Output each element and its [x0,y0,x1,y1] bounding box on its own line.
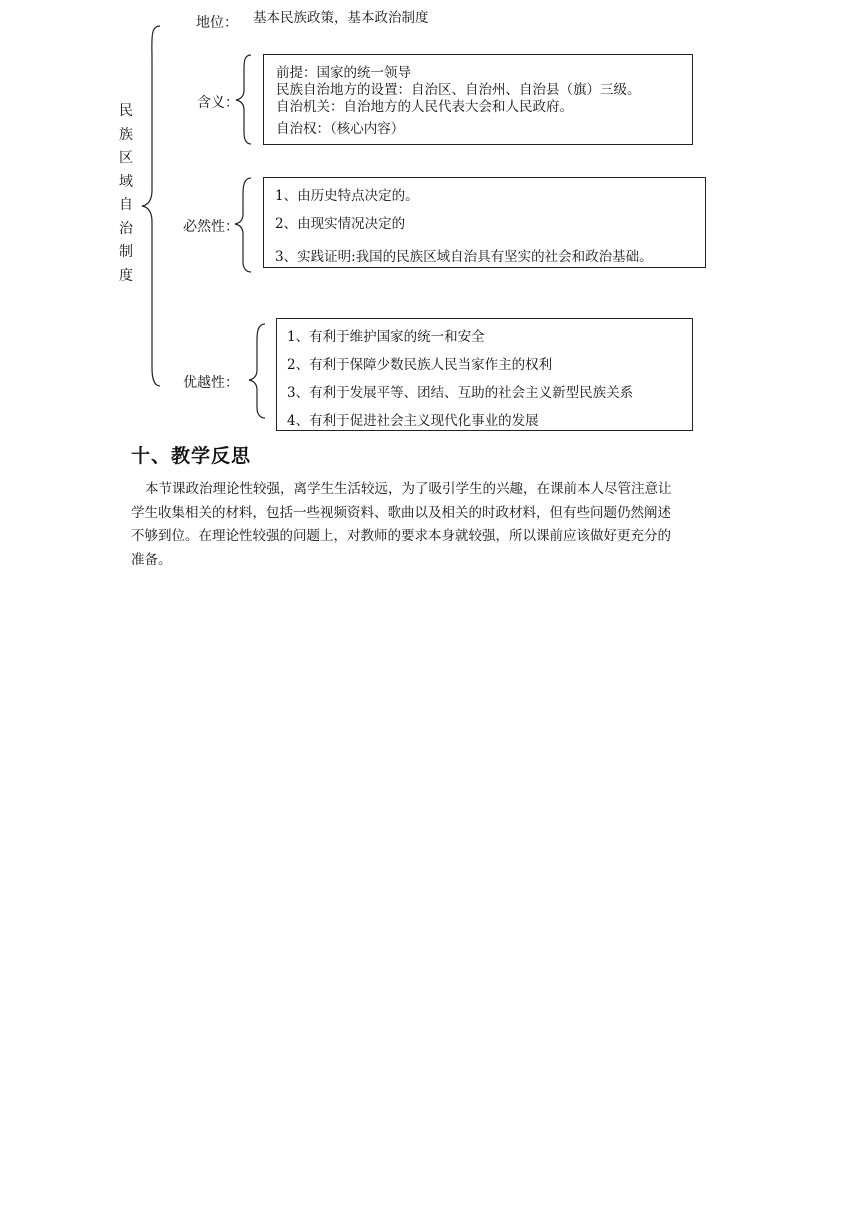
title-char: 族 [119,126,133,143]
diagram-vertical-title [117,100,135,288]
title-char: 域 [119,173,133,190]
status-text: 基本民族政策，基本政治制度 [253,10,429,26]
paragraph-line: 学生收集相关的材料，包括一些视频资料、歌曲以及相关的时政材料，但有些问题仍然阐述 [131,504,671,521]
main-brace [142,26,160,386]
superiority-box [276,318,693,431]
status-label: 地位： [196,15,238,31]
reflection-paragraph [131,478,729,572]
meaning-line: 前提：国家的统一领导 [276,65,411,81]
meaning-line: 自治权：（核心内容） [276,121,405,137]
meaning-line: 自治机关：自治地方的人民代表大会和人民政府。 [276,99,573,115]
title-char: 民 [119,103,133,119]
section-heading: 十、教学反思 [131,445,252,467]
title-char: 治 [119,220,133,237]
superiority-line: 2、有利于保障少数民族人民当家作主的权利 [287,357,553,373]
superiority-brace [249,324,265,418]
title-char: 度 [119,267,133,284]
paragraph-line: 准备。 [131,551,172,568]
necessity-line: 1、由历史特点决定的。 [275,188,419,204]
necessity-line: 2、由现实情况决定的 [275,216,406,232]
superiority-line: 3、有利于发展平等、团结、互助的社会主义新型民族关系 [287,385,634,401]
paragraph-line: 本节课政治理论性较强，离学生生活较远，为了吸引学生的兴趣，在课前本人尽管注意让 [145,481,672,497]
title-char: 区 [119,150,133,166]
title-char: 自 [119,197,133,213]
paragraph-line: 不够到位。在理论性较强的问题上，对教师的要求本身就较强，所以课前应该做好更充分的 [131,528,671,544]
meaning-line: 民族自治地方的设置：自治区、自治州、自治县（旗）三级。 [276,82,641,98]
necessity-label: 必然性： [183,219,239,235]
title-char: 制 [119,244,133,260]
necessity-line: 3、实践证明:我国的民族区域自治具有坚实的社会和政治基础。 [275,249,653,265]
superiority-line: 1、有利于维护国家的统一和安全 [287,329,485,345]
meaning-label: 含义： [197,95,239,111]
meaning-box [263,54,693,145]
necessity-box [263,177,706,268]
superiority-label: 优越性： [183,375,239,391]
superiority-line: 4、有利于促进社会主义现代化事业的发展 [287,413,539,429]
